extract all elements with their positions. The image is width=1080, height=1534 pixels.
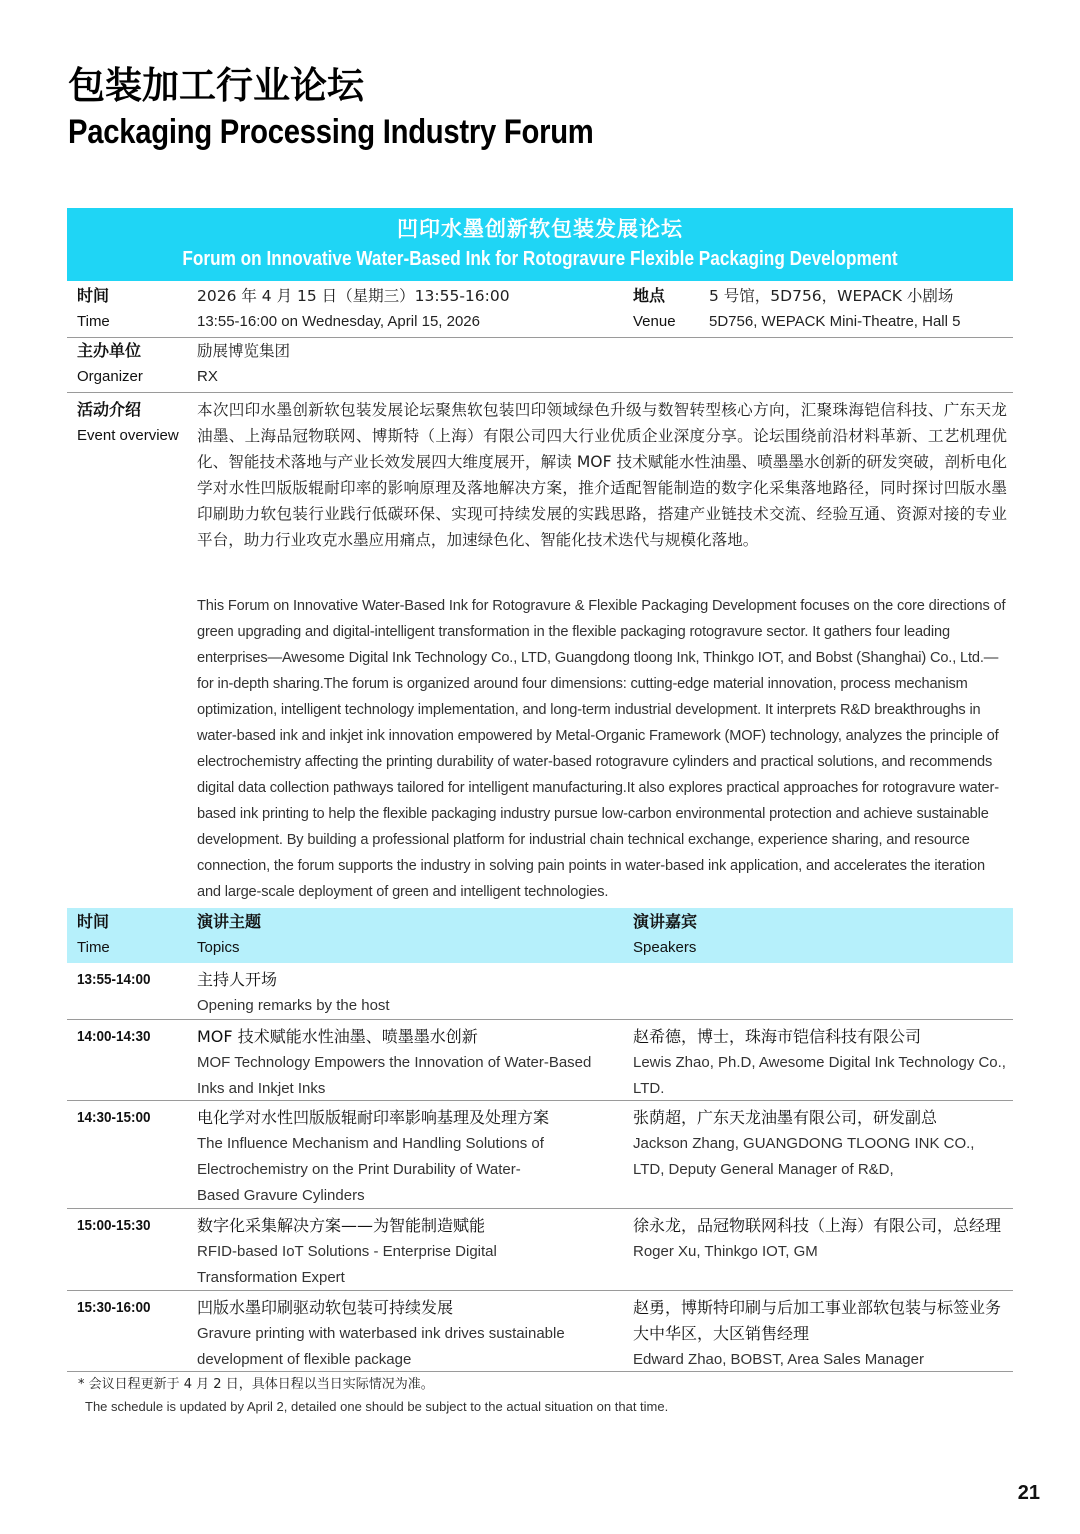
venue-label-en: Venue: [633, 313, 676, 330]
footnote-cn: * 会议日程更新于 4 月 2 日，具体日程以当日实际情况为准。: [78, 1377, 434, 1392]
schedule-topic-cn: 主持人开场: [197, 970, 278, 989]
organizer-value: [197, 338, 290, 390]
schedule-speaker: [633, 1213, 1009, 1265]
schedule-speaker-en: Lewis Zhao, Ph.D, Awesome Digital Ink Technology Co., LTD.: [633, 1054, 1006, 1097]
organizer-label: [77, 338, 143, 390]
forum-title-en: Forum on Innovative Water-Based Ink for Rotogravure Flexible Packaging Development: [182, 248, 898, 270]
venue-label-cn: 地点: [633, 286, 666, 305]
schedule-topic-en: MOF Technology Empowers the Innovation of Water-Based Inks and Inkjet Inks: [197, 1054, 592, 1097]
overview-label-en: Event overview: [77, 427, 179, 444]
time-venue-row: [67, 283, 1013, 338]
page-subtitle: Packaging Processing Industry Forum: [68, 113, 594, 151]
venue-value-en: 5D756, WEPACK Mini-Theatre, Hall 5: [709, 313, 961, 330]
schedule-speaker-en: Jackson Zhang, GUANGDONG TLOONG INK CO., LTD, Deputy General Manager of R&D,: [633, 1135, 975, 1178]
organizer-value-cn: 励展博览集团: [197, 342, 291, 360]
overview-label-cn: 活动介绍: [77, 400, 142, 419]
schedule-speaker-en: Roger Xu, Thinkgo IOT, GM: [633, 1243, 818, 1260]
schedule-speaker-cn: 张荫超，广东天龙油墨有限公司，研发副总: [633, 1108, 938, 1127]
schedule-topic-cn: MOF 技术赋能水性油墨、喷墨墨水创新: [197, 1027, 478, 1046]
schedule-row: [67, 1101, 1013, 1209]
schedule-speaker: [633, 1105, 1009, 1183]
organizer-label-cn: 主办单位: [77, 341, 142, 360]
organizer-value-en: RX: [197, 368, 218, 385]
schedule-header-speaker: [633, 909, 697, 961]
schedule-row: [67, 1291, 1013, 1372]
schedule-row: [67, 1020, 1013, 1101]
forum-title-cn: 凹印水墨创新软包装发展论坛: [397, 218, 683, 241]
schedule-topic-cn: 凹版水墨印刷驱动软包装可持续发展: [197, 1298, 454, 1317]
schedule-row: [67, 1209, 1013, 1291]
forum-header: [67, 208, 1013, 281]
schedule-topic-cn: 数字化采集解决方案——为智能制造赋能: [197, 1216, 486, 1235]
schedule-time: 13:55-14:00: [77, 971, 151, 988]
organizer-row: [67, 338, 1013, 393]
time-value-en: 13:55-16:00 on Wednesday, April 15, 2026: [197, 313, 480, 330]
schedule-topic-en: Opening remarks by the host: [197, 997, 390, 1014]
schedule-time: 14:00-14:30: [77, 1028, 151, 1045]
schedule-header: [67, 908, 1013, 963]
schedule-topic-cn: 电化学对水性凹版版辊耐印率影响基理及处理方案: [197, 1108, 550, 1127]
schedule-header-time: [77, 909, 110, 961]
page-number: 21: [1017, 1482, 1040, 1504]
schedule-row: [67, 963, 1013, 1020]
overview-label: [77, 397, 179, 449]
venue-value-cn: 5 号馆，5D756，WEPACK 小剧场: [709, 287, 954, 305]
footnote-en: The schedule is updated by April 2, detailed one should be subject to the actual situation on that time.: [85, 1399, 669, 1414]
schedule-speaker: [633, 1024, 1009, 1102]
schedule-time: 14:30-15:00: [77, 1109, 151, 1126]
schedule-topic-en: RFID-based IoT Solutions - Enterprise Digital Transformation Expert: [197, 1243, 497, 1286]
schedule-header-topic-en: Topics: [197, 939, 240, 956]
schedule-topic: [197, 967, 602, 1019]
organizer-label-en: Organizer: [77, 368, 143, 385]
venue-value: [709, 283, 960, 335]
schedule-topic-en: The Influence Mechanism and Handling Solutions of Electrochemistry on the Print Durability of Water-Based Gravure Cylinders: [197, 1135, 544, 1204]
schedule-time: 15:00-15:30: [77, 1217, 151, 1234]
venue-label: [633, 283, 676, 335]
schedule-speaker-cn: 徐永龙，品冠物联网科技（上海）有限公司，总经理: [633, 1216, 1002, 1235]
schedule-header-speaker-en: Speakers: [633, 939, 697, 956]
schedule-topic: [197, 1213, 602, 1291]
page-title: 包装加工行业论坛: [68, 64, 364, 107]
schedule-topic: [197, 1024, 602, 1102]
time-label-en: Time: [77, 313, 110, 330]
schedule-speaker-cn: 赵勇，博斯特印刷与后加工事业部软包装与标签业务大中华区，大区销售经理: [633, 1298, 1002, 1343]
schedule-topic: [197, 1295, 602, 1373]
overview-row: [67, 393, 1013, 907]
time-label: [77, 283, 110, 335]
overview-text-cn: 本次凹印水墨创新软包装发展论坛聚焦软包装凹印领域绿色升级与数智转型核心方向，汇聚珠海铠信科技、广东天龙油墨、上海品冠物联网、博斯特（上海）有限公司四大行业优质企业深度分享。论坛围绕前沿材料革新、工艺机理优化、智能技术落地与产业长效发展四大维度展开，解读 MOF 技术赋能水性油墨、喷墨墨水创新的研发突破，剖析电化学对水性凹版版辊耐印率的影响原理及落地解决方案，推介适配智能制造的数字化采集落地路径，同时探讨凹版水墨印刷助力软包装行业践行低碳环保、实现可持续发展的实践思路，搭建产业链技术交流、经验互通、资源对接的专业平台，助力行业攻克水墨应用痛点，加速绿色化、智能化技术迭代与规模化落地。: [197, 401, 1007, 549]
schedule-topic-en: Gravure printing with waterbased ink drives sustainable development of flexible package: [197, 1325, 565, 1368]
schedule-topic: [197, 1105, 602, 1209]
time-value-cn: 2026 年 4 月 15 日（星期三）13:55-16:00: [197, 287, 510, 305]
schedule-speaker-cn: 赵希德，博士，珠海市铠信科技有限公司: [633, 1027, 922, 1046]
schedule-header-topic: [197, 909, 261, 961]
time-value: [197, 283, 510, 335]
time-label-cn: 时间: [77, 286, 110, 305]
schedule-header-topic-cn: 演讲主题: [197, 912, 262, 931]
overview-text-en: This Forum on Innovative Water-Based Ink for Rotogravure & Flexible Packaging Development focuses on the core directions of green upgrading and digital-intelligent transformation in the flexible packaging rotogravure sector. It gathers four leading enterprises—Awesome Digital Ink Technology Co., LTD, Guangdong tloong Ink, Thinkgo IOT, and Bobst (Shanghai) Co., Ltd.—for in-depth sharing.The forum is organized around four dimensions: cutting-edge material innovation, process mechanism optimization, intelligent technology implementation, and long-term industrial development. It interprets R&D breakthroughs in water-based ink and inkjet ink innovation empowered by Metal-Organic Framework (MOF) technology, analyzes the principle of electrochemistry affecting the printing durability of water-based rotogravure cylinders and practical solutions, and recommends digital data collection pathways tailored for intelligent manufacturing.It also explores practical approaches for rotogravure water-based ink printing to help the flexible packaging industry pursue low-carbon environmental protection and achieve sustainable development. By building a professional platform for industrial chain technical exchange, experience sharing, and resource connection, the forum supports the industry in solving pain points in water-based ink application, and accelerates the iteration and large-scale deployment of green and intelligent technologies.: [197, 598, 1006, 900]
schedule-time: 15:30-16:00: [77, 1299, 151, 1316]
schedule-header-time-en: Time: [77, 939, 110, 956]
schedule-speaker-en: Edward Zhao, BOBST, Area Sales Manager: [633, 1351, 924, 1368]
schedule-header-speaker-cn: 演讲嘉宾: [633, 912, 698, 931]
schedule-speaker: [633, 1295, 1009, 1373]
schedule-header-time-cn: 时间: [77, 912, 110, 931]
